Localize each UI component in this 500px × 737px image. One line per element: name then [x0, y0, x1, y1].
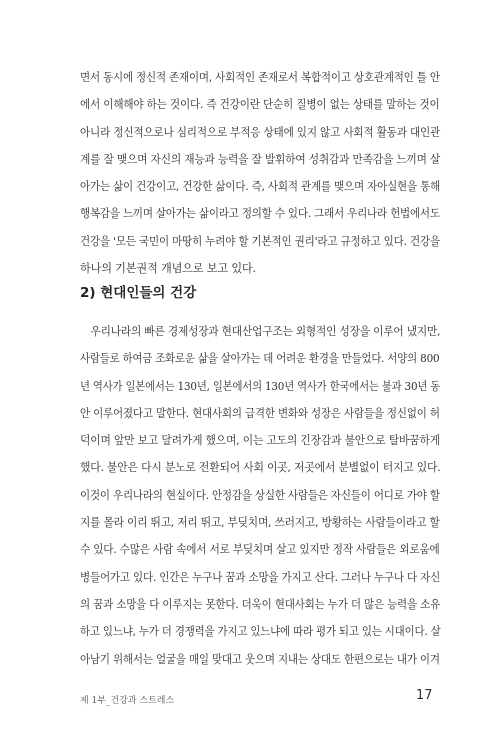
- text-line: 년 역사가 일본에서는 130년, 일본에서의 130년 역사가 한국에서는 불과 30년 동: [80, 379, 441, 393]
- text-line: 면서 동시에 정신적 존재이며, 사회적인 존재로서 복합적이고 상호관계적인 틀 안: [80, 71, 440, 84]
- text-line: 지를 몰라 이리 뛰고, 저리 뛰고, 부딪치며, 쓰러지고, 방황하는 사람들이라고 할: [80, 516, 440, 530]
- text-line: 에서 이해해야 하는 것이다. 즉 건강이란 단순히 질병이 없는 상태를 말하는 것이: [80, 98, 440, 112]
- text-line: 아니라 정신적으로나 심리적으로 부적응 상태에 있지 않고 사회적 활동과 대인관: [80, 125, 441, 139]
- text-line: 하나의 기본권적 개념으로 보고 있다.: [80, 262, 256, 276]
- text-line: 행복감을 느끼며 살아가는 삶이라고 정의할 수 있다. 그래서 우리나라 헌법에서도: [80, 207, 440, 221]
- text-line: 안 이루어졌다고 말한다. 현대사회의 급격한 변화와 성장은 사람들을 정신없이 허: [80, 406, 440, 420]
- running-footer-section: 제 1부_건강과 스트레스: [80, 696, 175, 706]
- text-line: 사람들로 하여금 조화로운 삶을 살아가는 데 어려운 환경을 만들었다. 서양의 800: [80, 352, 440, 366]
- text-line: 하고 있느냐, 누가 더 경쟁력을 가지고 있느냐에 따라 평가 되고 있는 시대이다. 살: [80, 625, 441, 639]
- paragraph-2: [80, 318, 440, 673]
- section-heading: 2) 현대인들의 건강: [80, 285, 197, 301]
- page-number: 17: [416, 688, 433, 703]
- text-line: 아남기 위해서는 얼굴을 매일 맞대고 웃으며 지내는 상대도 한편으로는 내가 이겨: [80, 652, 440, 666]
- text-line: 했다. 불안은 다시 분노로 전환되어 사회 이곳, 저곳에서 분별없이 터지고 있다.: [80, 461, 441, 475]
- text-line: 이것이 우리나라의 현실이다. 안정감을 상실한 사람들은 자신들이 어디로 가야 할: [80, 488, 440, 502]
- text-line: 우리나라의 빠른 경제성장과 현대산업구조는 외형적인 성장을 이루어 냈지만,: [90, 325, 441, 338]
- text-line: 병들어가고 있다. 인간은 누구나 꿈과 소망을 가지고 산다. 그러나 누구나 다 자신: [80, 570, 441, 584]
- text-line: 건강을 '모든 국민이 마땅히 누려야 할 기본적인 권리'라고 규정하고 있다. 건강을: [80, 234, 440, 248]
- text-line: 아가는 삶이 건강이고, 건강한 삶이다. 즉, 사회적 관계를 맺으며 자아실현을 통해: [80, 180, 441, 194]
- text-line: 덕이며 앞만 보고 달려가게 했으며, 이는 고도의 긴장감과 불안으로 탈바꿈하게: [80, 434, 440, 448]
- text-line: 계를 잘 맺으며 자신의 재능과 능력을 잘 발휘하여 성취감과 만족감을 느끼며 살: [80, 152, 441, 166]
- text-line: 수 있다. 수많은 사람 속에서 서로 부딪치며 살고 있지만 정작 사람들은 외로움에: [80, 543, 440, 557]
- paragraph-1: [80, 64, 440, 282]
- text-line: 의 꿈과 소망을 다 이루지는 못한다. 더욱이 현대사회는 누가 더 많은 능력을 소유: [80, 597, 441, 611]
